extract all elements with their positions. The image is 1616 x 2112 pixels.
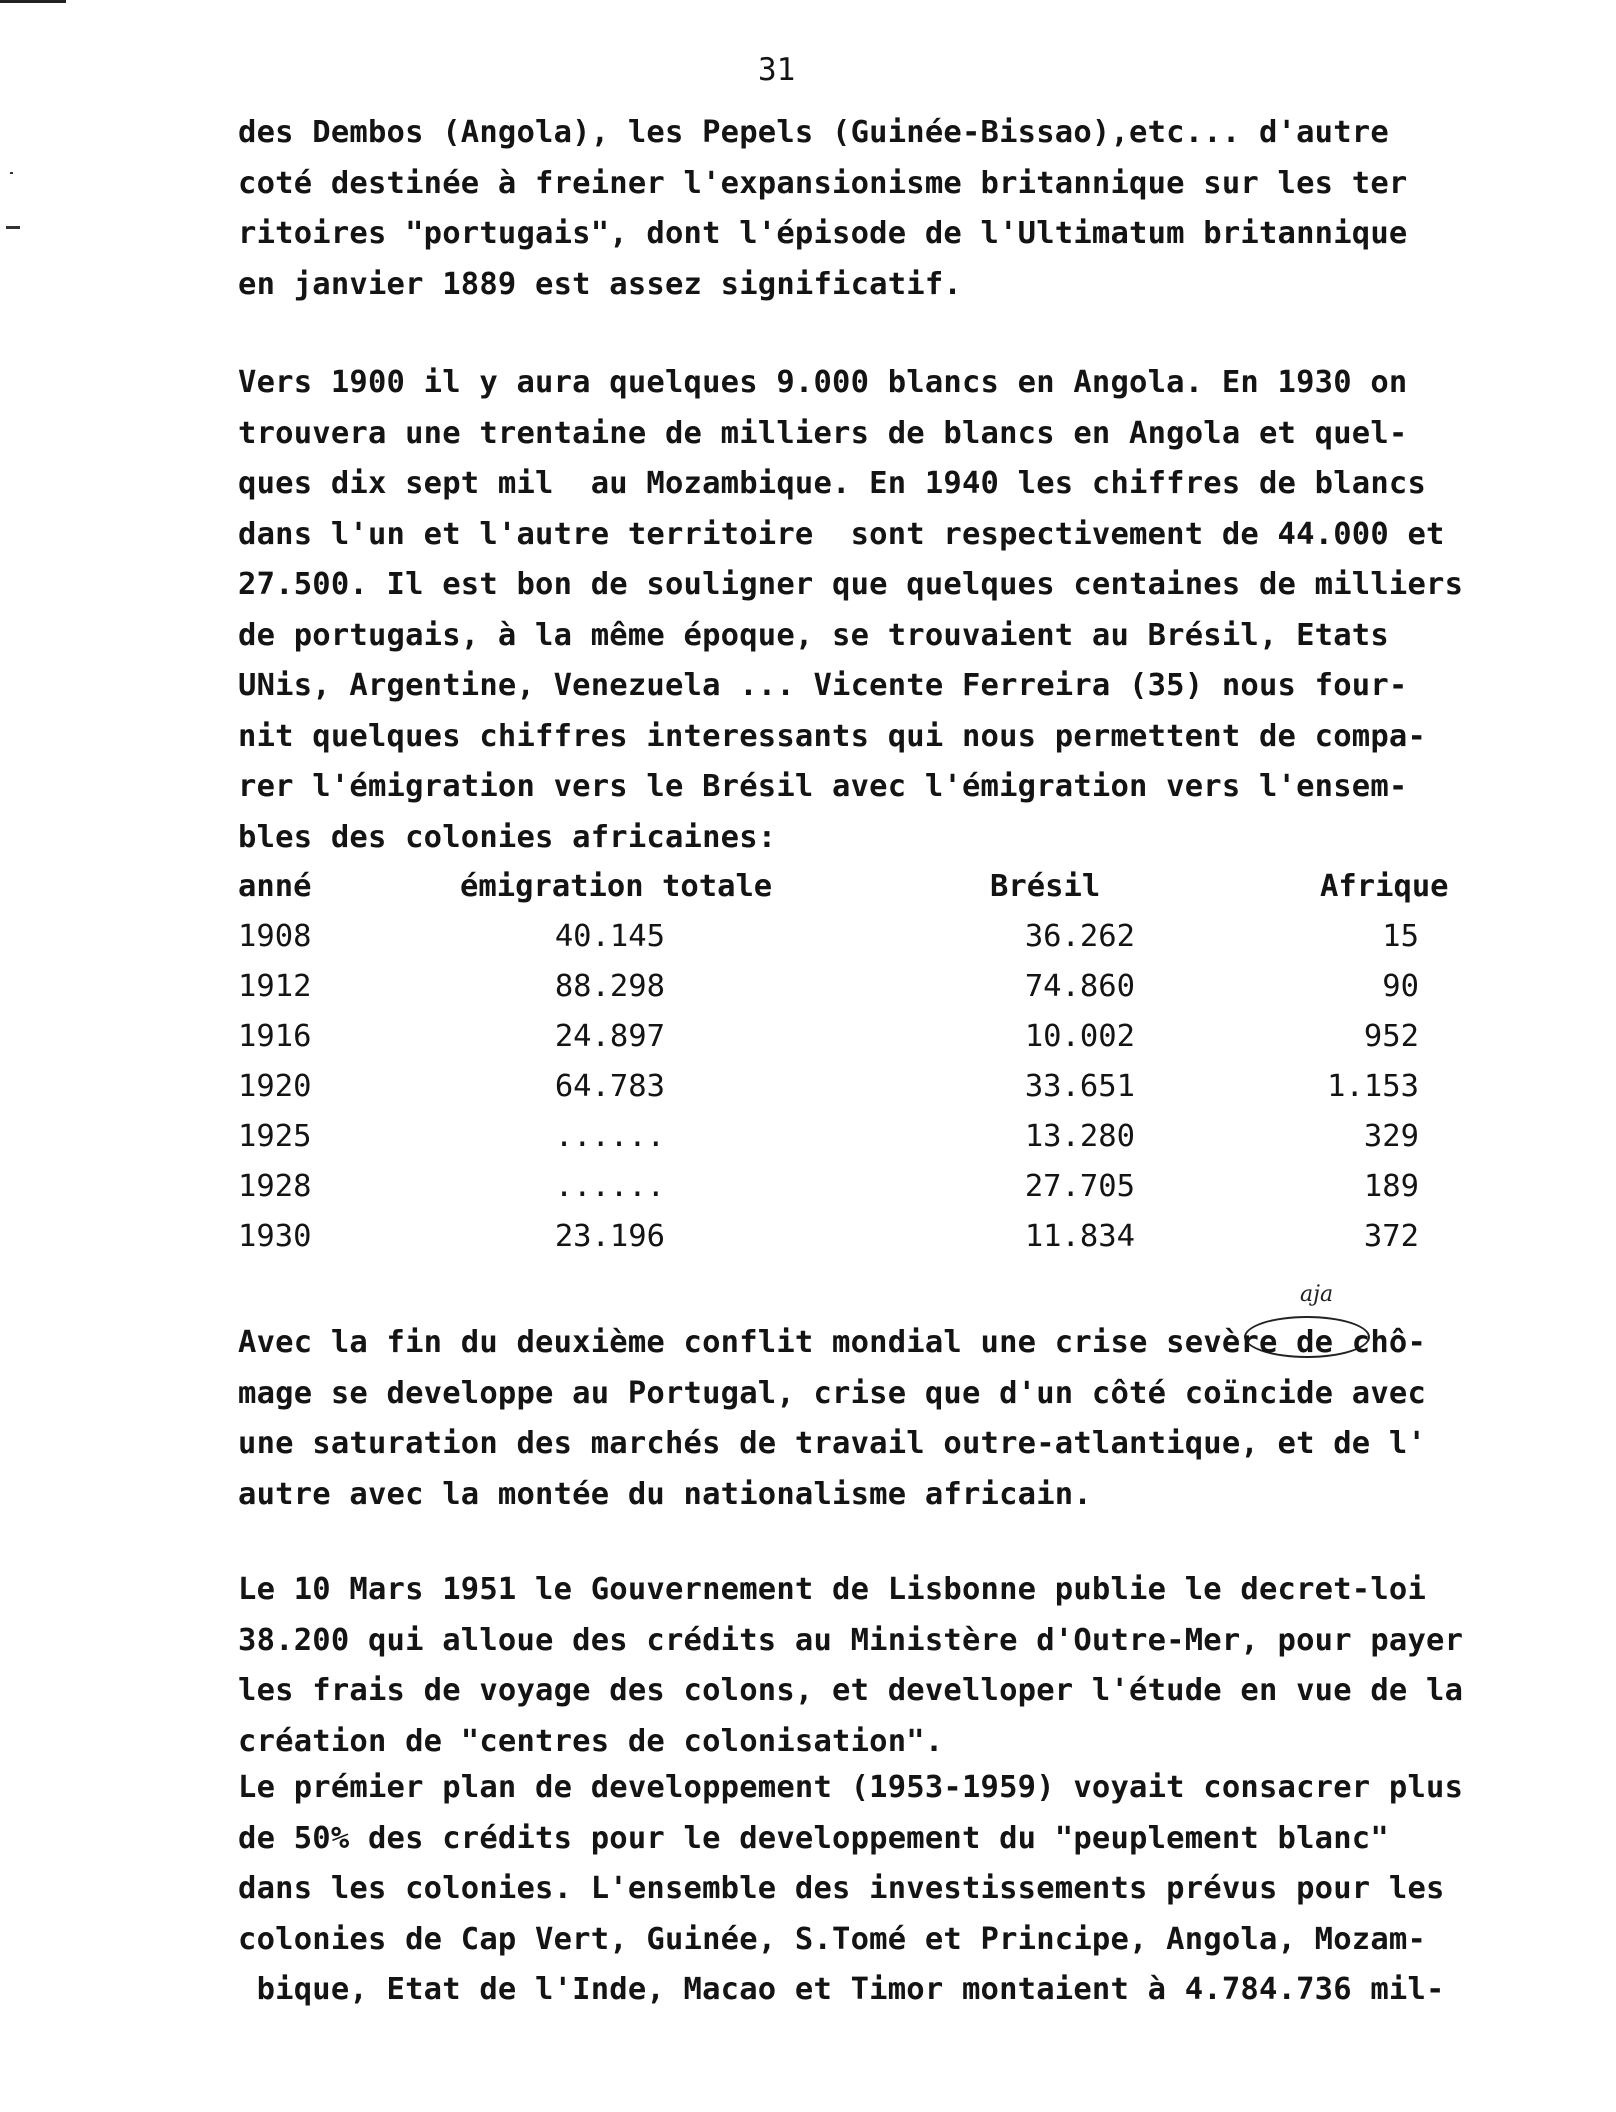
text-line: dans l'un et l'autre territoire sont respectivement de 44.000 et	[238, 516, 1445, 552]
text-line: Le 10 Mars 1951 le Gouvernement de Lisbonne publie le decret-loi	[238, 1572, 1427, 1607]
text-line: Vers 1900 il y aura quelques 9.000 blancs en Angola. En 1930 on	[238, 365, 1408, 400]
cell-year: 1925	[238, 1119, 312, 1154]
text-line: les frais de voyage des colons, et develloper l'étude en vue de la	[238, 1673, 1464, 1708]
text-line: Avec la fin du deuxième conflit mondial une crise sevère de chô-	[238, 1325, 1427, 1360]
cell-brazil: 27.705	[1024, 1169, 1135, 1204]
margin-speck	[6, 226, 20, 229]
cell-total: 64.783	[554, 1069, 665, 1104]
text-line: nit quelques chiffres interessants qui nous permettent de compa-	[238, 718, 1427, 754]
text-line: une saturation des marchés de travail outre-atlantique, et de l'	[238, 1426, 1427, 1461]
text-line: UNis, Argentine, Venezuela ... Vicente Ferreira (35) nous four-	[238, 668, 1408, 703]
text-line: en janvier 1889 est assez significatif.	[238, 266, 962, 302]
cell-year: 1930	[238, 1219, 312, 1254]
table-row	[238, 1212, 1478, 1262]
header-brazil: Brésil	[990, 869, 1101, 904]
table-row	[238, 962, 1478, 1012]
cell-africa: 90	[1382, 969, 1419, 1004]
cell-brazil: 74.860	[1024, 969, 1135, 1004]
cell-brazil: 10.002	[1024, 1019, 1135, 1054]
cell-africa: 15	[1382, 919, 1419, 954]
text-line: colonies de Cap Vert, Guinée, S.Tomé et Principe, Angola, Mozam-	[238, 1921, 1427, 1957]
paragraph-5	[238, 1763, 1598, 2016]
cell-brazil: 33.651	[1024, 1069, 1135, 1104]
cell-year: 1912	[238, 969, 312, 1004]
cell-africa: 189	[1363, 1169, 1419, 1204]
paragraph-1	[238, 108, 1598, 310]
cell-total: 23.196	[554, 1219, 665, 1254]
text-line: des Dembos (Angola), les Pepels (Guinée-Bissao),etc... d'autre	[238, 115, 1389, 150]
emigration-table	[238, 862, 1478, 1262]
text-line: trouvera une trentaine de milliers de blancs en Angola et quel-	[238, 415, 1408, 451]
header-africa: Afrique	[1320, 869, 1449, 904]
text-line: coté destinée à freiner l'expansionisme britannique sur les ter	[238, 165, 1408, 201]
text-line: bique, Etat de l'Inde, Macao et Timor montaient à 4.784.736 mil-	[238, 1972, 1445, 2007]
table-header-row	[238, 862, 1478, 912]
cell-total: 40.145	[554, 919, 665, 954]
text-line: de 50% des crédits pour le developpement du "peuplement blanc"	[238, 1820, 1389, 1856]
text-line: 27.500. Il est bon de souligner que quelques centaines de milliers	[238, 567, 1464, 602]
text-line: autre avec la montée du nationalisme africain.	[238, 1476, 1092, 1512]
cell-total: 88.298	[554, 969, 665, 1004]
cell-africa: 372	[1363, 1219, 1419, 1254]
cell-year: 1916	[238, 1019, 312, 1054]
header-total-emigration: émigration totale	[460, 869, 773, 904]
text-line: rer l'émigration vers le Brésil avec l'émigration vers l'ensem-	[238, 769, 1408, 804]
cell-total: ......	[554, 1119, 665, 1154]
text-line: de portugais, à la même époque, se trouvaient au Brésil, Etats	[238, 617, 1389, 653]
text-line: ritoires "portugais", dont l'épisode de l'Ultimatum britannique	[238, 216, 1408, 251]
scan-edge-mark	[0, 0, 66, 3]
table-row	[238, 1112, 1478, 1162]
cell-africa: 329	[1363, 1119, 1419, 1154]
text-line: mage se developpe au Portugal, crise que d'un côté coïncide avec	[238, 1375, 1427, 1411]
handwritten-annotation: aja	[1300, 1282, 1334, 1307]
table-row	[238, 1062, 1478, 1112]
text-line: bles des colonies africaines:	[238, 819, 777, 855]
cell-brazil: 36.262	[1024, 919, 1135, 954]
cell-year: 1908	[238, 919, 312, 954]
text-line: Le prémier plan de developpement (1953-1959) voyait consacrer plus	[238, 1770, 1464, 1805]
margin-speck	[10, 172, 13, 174]
table-row	[238, 912, 1478, 962]
table-row	[238, 1012, 1478, 1062]
cell-africa: 1.153	[1327, 1069, 1419, 1104]
text-line: dans les colonies. L'ensemble des investissements prévus pour les	[238, 1871, 1445, 1906]
paragraph-3	[238, 1318, 1598, 1520]
paragraph-2	[238, 358, 1598, 863]
cell-year: 1920	[238, 1069, 312, 1104]
cell-brazil: 13.280	[1024, 1119, 1135, 1154]
table-row	[238, 1162, 1478, 1212]
text-line: création de "centres de colonisation".	[238, 1723, 944, 1759]
page-number: 31	[758, 52, 796, 88]
text-line: ques dix sept mil au Mozambique. En 1940 les chiffres de blancs	[238, 466, 1427, 501]
cell-brazil: 11.834	[1024, 1219, 1135, 1254]
paragraph-4	[238, 1565, 1598, 1767]
cell-total: 24.897	[554, 1019, 665, 1054]
cell-africa: 952	[1363, 1019, 1419, 1054]
header-year: anné	[238, 869, 312, 904]
cell-total: ......	[554, 1169, 665, 1204]
cell-year: 1928	[238, 1169, 312, 1204]
text-line: 38.200 qui alloue des crédits au Ministère d'Outre-Mer, pour payer	[238, 1622, 1464, 1658]
